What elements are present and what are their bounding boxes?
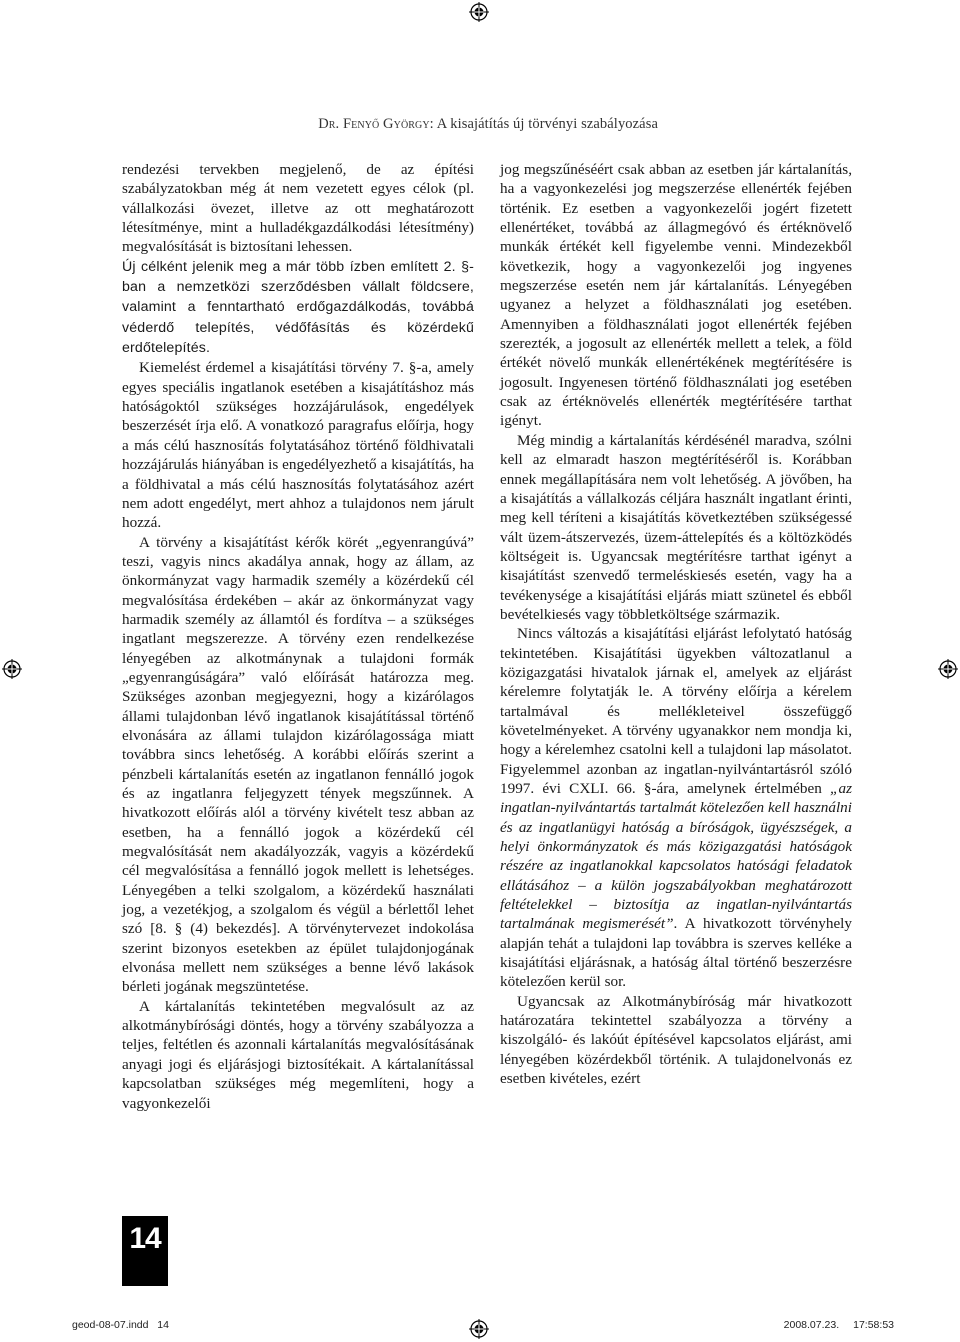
quotation: „az ingatlan-nyilvántartás tartalmát kötelezően kell használni és az ingatlanügyi hatóság a bíróságok, ügyészségek, a helyi önkormányzatok és más közigazgatási hatóságok részére az ingatlanokkal kapcsolatos hatósági feladatok ellátásához – a külön jogszabályokban meghatározott feltételekkel – biztosítja az ingatlan-nyilvántartás tartalmának megismerését”	[500, 780, 852, 933]
sans-paragraph: Új célként jelenik meg a már több ízben említett 2. §-ban a nemzetközi szerződésben vállalt földcsere, valamint a fenntartható erdőgazdálkodás, továbbá véderdő telepítés, védőfásítás és közérdekű erdőtelepítés.	[122, 258, 474, 357]
running-header	[318, 116, 658, 133]
paragraph: A kártalanítás tekintetében megvalósult az az alkotmánybírósági döntés, hogy a törvény szabályozza a teljes, feltétlen és azonnali kártalanítás megvalósításának anyagi jogi és eljárásjogi biztosítékait. A kártalanítással kapcsolatban szükséges még megemlíteni, hogy a vagyonkezelői	[122, 997, 474, 1112]
paragraph: Nincs változás a kisajátítási eljárást lefolytató hatóság tekintetében. Kisajátítási ügyekben változatlanul a közigazgatási hivatalok járnak el, amelyek az eljárást kérelemre folytatják le. A törvény előírja a kérelem tartalmával és mellékleteivel összefüggő követelményeket. A törvény ugyanakkor nem mondja ki, hogy a kérelemhez csatolni kell a tulajdoni lap másolatot. Figyelemmel azonban az ingatlan-nyilvántartásról szóló 1997. évi CXLI. 66. §-ára, amelynek értelmében „az ingatlan-nyilvántartás tartalmát kötelezően kell használni és az ingatlanügyi hatóság a bíróságok, ügyészségek, a helyi önkormányzatok és más közigazgatási hatóságok részére az ingatlanokkal kapcsolatos hatósági feladatok ellátásához – a külön jogszabályokban meghatározott feltételekkel – biztosítja az ingatlan-nyilvántartás tartalmának megismerését”. A hivatkozott törvényhely alapján tehát a tulajdoni lap továbbra is szerves kelléke a kisajátítási eljárásnak, a hatóság által történő beszerzésre kötelezően kerül sor.	[500, 625, 852, 991]
header-author: Dr. Fenyő György:	[318, 116, 434, 132]
paragraph: A törvény a kisajátítást kérők körét „egyenrangúvá” teszi, vagyis nincs akadálya annak, hogy az állam, az önkormányzat vagy harmadik személy a közérdekű cél megvalósítása érdekében – akár az önkormányzat vagy harmadik személy az államtól és fordítva – a szükséges ingatlant megszerezze. A törvény ezen rendelkezése lényegében az alkotmánynak a tulajdoni formák „egyenrangúságára” való előírását határozza meg. Szükséges azonban megjegyezni, hogy a kizárólagos állami tulajdonban lévő ingatlanok kisajátítással történő elvonására az állami tulajdon kizárólagossága miatt továbbra sincs lehetőség. A korábbi előírás szerint a pénzbeli kártalanítás esetén az ingatlanon fennálló jogok és az ingatlanra feljegyzett tények megszűnnek. A hivatkozott előírás alól a törvény kivételt tesz abban az esetben, ha a fennálló jogok a közérdekű cél megvalósítását nem akadályozzák, vagyis a közérdekű cél megvalósítása a fennálló jogok mellett is lehetséges. Lényegében a telki szolgalom, a közérdekű használati jog, a vezetékjog, a szolgalom és végül a bérlettől lehet szó [8. § (4) bekezdés]. A törvénytervezet indokolása szerint bizonyos esetekben az épület tulajdonjogának elvonása mellett nem szükséges a benne lévő lakások bérleti jogának megszüntetése.	[122, 533, 474, 996]
registration-mark-icon	[469, 2, 489, 22]
paragraph: Ugyancsak az Alkotmánybíróság már hivatkozott határozatára tekintettel szabályozza a törvény a kiszolgáló- és lakóút építésével kapcsolatos eljárást, ami lényegében közérdekből történik. A tulajdonelvonás ez esetben kivételes, ezért	[500, 992, 852, 1088]
right-column	[500, 160, 852, 1089]
footer-time: 17:58:53	[853, 1319, 894, 1331]
header-title: A kisajátítás új törvényi szabályozása	[433, 116, 658, 132]
registration-mark-icon	[2, 659, 22, 679]
page-number: 14	[129, 1222, 161, 1255]
left-column	[122, 160, 474, 1113]
footer-timestamp	[784, 1319, 894, 1331]
registration-mark-icon	[938, 659, 958, 679]
paragraph: jog megszűnéséért csak abban az esetben jár kártalanítás, ha a vagyonkezelési jog megszerzése ellenérték fejében történik. Ez esetben a vagyonkezelői jogért fizetett ellenértéket, továbbá az állagmegóvó és értéknövelő munkák értékét kell figyelembe venni. Mindezekből következik, hogy a vagyonkezelői jog ingyenes megszerzése esetén nem jár kártalanítás. Lényegében ugyanez a helyzet a földhasználati jog esetében. Amennyiben a földhasználati jogot ellenérték fejében szerezték, a jogosult az ellenérték mellett a telek, a föld értékét növelő munkák ellenértékének megtérítésére is jogosult. Ingyenesen történő földhasználati jog esetében csak az értéknövelés ellenérték megtérítésére tarthat igényt.	[500, 161, 852, 430]
paragraph: Kiemelést érdemel a kisajátítási törvény 7. §-a, amely egyes speciális ingatlanok esetében a kisajátításhoz más hatóságoktól szükséges hozzájárulások, engedélyek beszerzését írja elő. A vonatkozó paragrafus előírja, hogy a más célú hasznosítás folytatásához történő földhivatali hozzájárulás hiányában is engedélyezhető a kisajátítás, ha a földhivatal a más célú hasznosítás folytatásához azért nem adott engedélyt, mert ahhoz a tulajdonos nem járult hozzá.	[122, 359, 474, 532]
registration-mark-icon	[469, 1319, 489, 1339]
footer-file-info: geod-08-07.indd 14	[72, 1319, 169, 1331]
footer-date: 2008.07.23.	[783, 1319, 840, 1331]
paragraph: rendezési tervekben megjelenő, de az építési szabályzatokban még át nem vezetett egyes célok (pl. vállalkozási övezet, illetve az ott meghatározott létesítménye, mint a hulladékgazdálkodási létesítmény) megvalósítását is biztosítani lehessen. Új célként jelenik meg a már több ízben említett 2. §-ban a nemzetközi szerződésben vállalt földcsere, valamint a fenntartható erdőgazdálkodás, továbbá véderdő telepítés, védőfásítás és közérdekű erdőtelepítés.	[122, 161, 474, 357]
paragraph: Még mindig a kártalanítás kérdésénél maradva, szólni kell az elmaradt haszon megtérítéséről is. Korábban ennek megállapítására nem volt lehetőség. A jövőben, ha a kisajátítás a vállalkozás céljára használt ingatlant érinti, meg kell téríteni a kisajátítás következtében szükségessé vált üzem-átszervezés, üzem-áttelepítés és a költözködés költségeit is. Ugyancsak megtérítésre tarthat igényt a kisajátítást szenvedő termeléskiesés esetén, vagy ha a tevékenysége a kisajátítási eljárás miatt szünetel és ebből bevételkiesés vagy többletköltsége származik.	[500, 431, 852, 623]
